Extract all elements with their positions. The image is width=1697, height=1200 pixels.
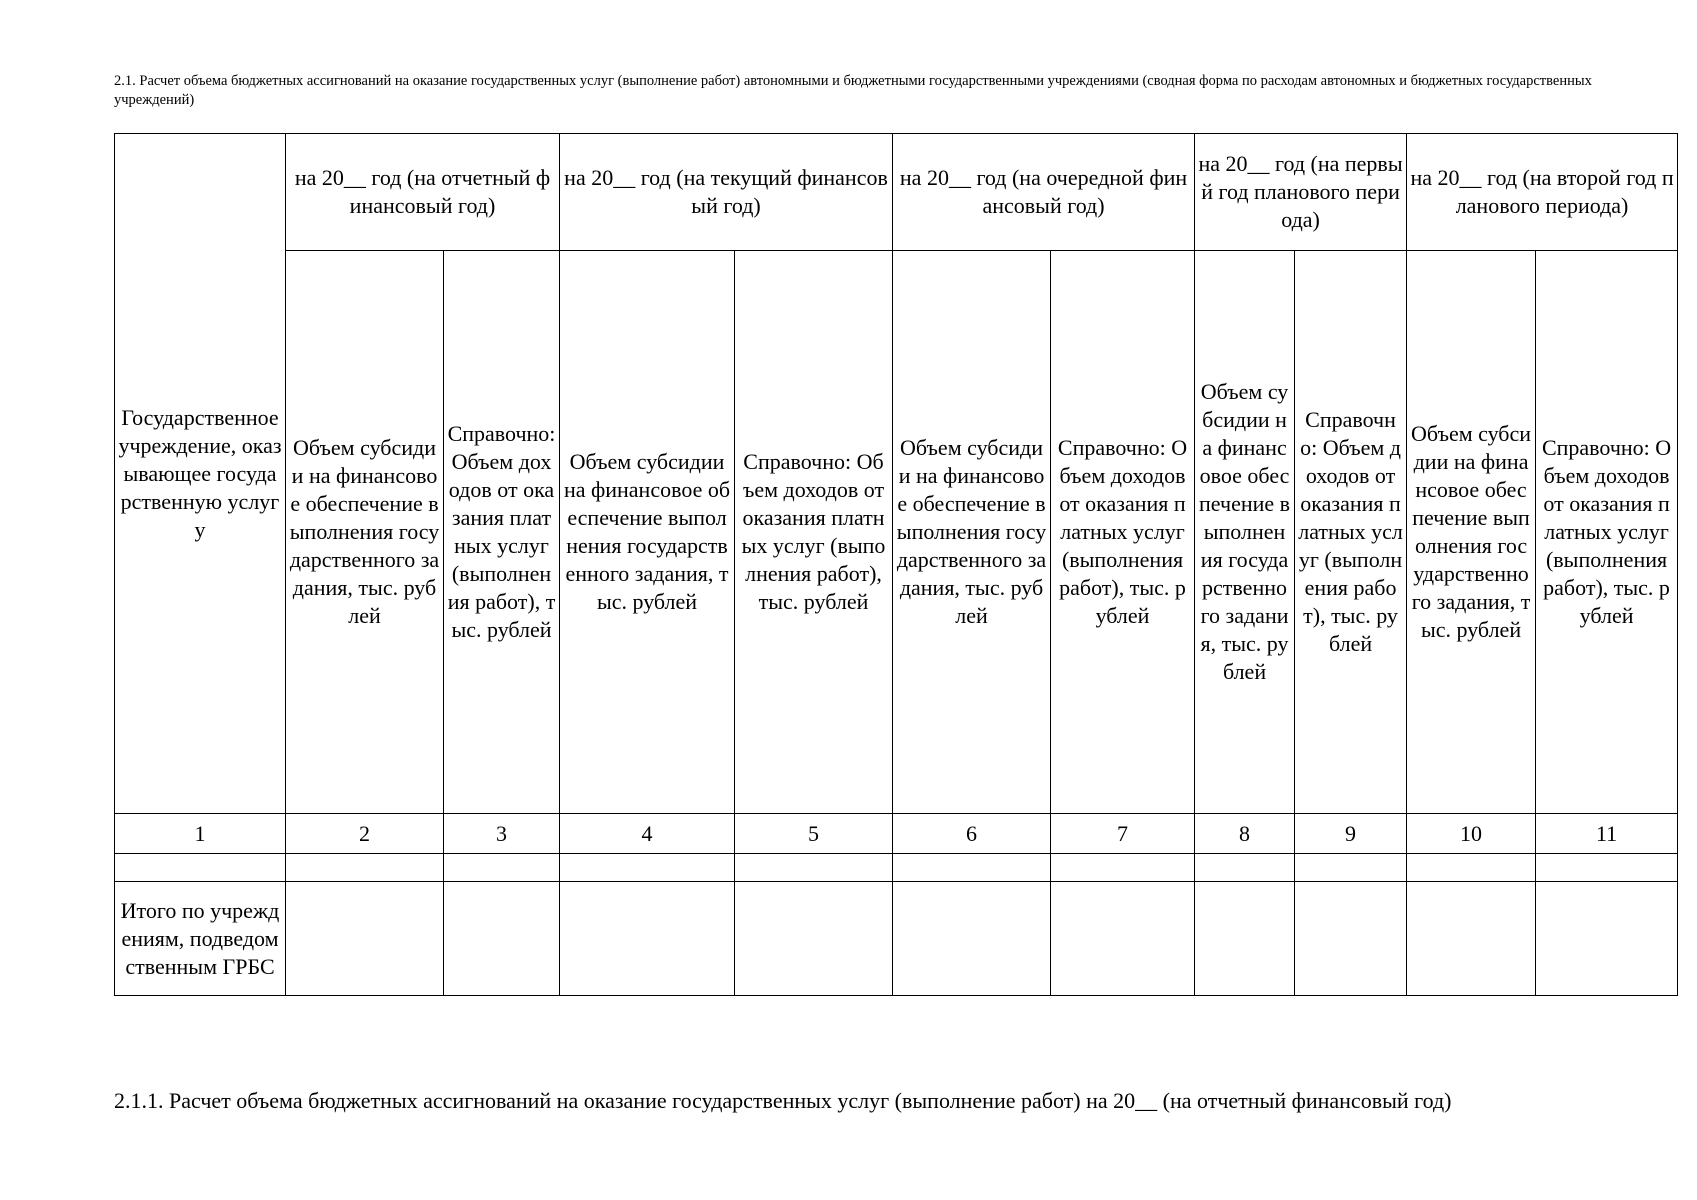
- data-cell: [1407, 854, 1536, 882]
- subsection-heading: 2.1.1. Расчет объема бюджетных ассигнований на оказание государственных услуг (выполнение работ) на 20__ (на отчетный финансовый год): [114, 1088, 1452, 1113]
- subsidy-header: Объем субсидии на финансовое обеспечение выполнения государственного задания, тыс. рублей: [1407, 251, 1536, 814]
- column-number: 6: [893, 814, 1051, 854]
- period-current-header: на 20__ год (на текущий финансовый год): [560, 134, 893, 251]
- column-number: 5: [735, 814, 893, 854]
- data-cell: [1195, 882, 1295, 996]
- period-plan1-header: на 20__ год (на первый год планового периода): [1195, 134, 1407, 251]
- data-cell: [560, 854, 735, 882]
- column-number: 11: [1536, 814, 1678, 854]
- column-number: 2: [286, 814, 444, 854]
- column-number: 9: [1295, 814, 1407, 854]
- subsidy-header: Объем субсидии на финансовое обеспечение выполнения государственного задания, тыс. рублей: [893, 251, 1051, 814]
- data-cell: [735, 882, 893, 996]
- column-number: 7: [1051, 814, 1195, 854]
- column-number: 10: [1407, 814, 1536, 854]
- income-header: Справочно: Объем доходов от оказания платных услуг (выполнения работ), тыс. рублей: [1536, 251, 1678, 814]
- subsidy-header: Объем субсидии на финансовое обеспечение выполнения государственного задания, тыс. рублей: [286, 251, 444, 814]
- period-plan2-header: на 20__ год (на второй год планового периода): [1407, 134, 1678, 251]
- data-cell: [286, 882, 444, 996]
- data-cell: [1295, 854, 1407, 882]
- empty-data-row: [115, 854, 1678, 882]
- data-cell: [286, 854, 444, 882]
- budget-table: [114, 133, 1678, 996]
- total-row: [115, 882, 1678, 996]
- data-cell: [1536, 882, 1678, 996]
- total-label: Итого по учреждениям, подведомственным ГРБС: [115, 882, 286, 996]
- data-cell: [560, 882, 735, 996]
- income-header: Справочно: Объем доходов от оказания платных услуг (выполнения работ), тыс. рублей: [735, 251, 893, 814]
- data-cell: [1295, 882, 1407, 996]
- period-header-row: [115, 134, 1678, 251]
- column-number: 3: [444, 814, 560, 854]
- income-header: Справочно: Объем доходов от оказания платных услуг (выполнения работ), тыс. рублей: [444, 251, 560, 814]
- data-cell: [1051, 854, 1195, 882]
- column-number-row: [115, 814, 1678, 854]
- data-cell: [1051, 882, 1195, 996]
- income-header: Справочно: Объем доходов от оказания платных услуг (выполнения работ), тыс. рублей: [1295, 251, 1407, 814]
- data-cell: [1407, 882, 1536, 996]
- column-number: 1: [115, 814, 286, 854]
- income-header: Справочно: Объем доходов от оказания платных услуг (выполнения работ), тыс. рублей: [1051, 251, 1195, 814]
- column-number: 8: [1195, 814, 1295, 854]
- data-cell: [893, 882, 1051, 996]
- subsidy-header: Объем субсидии на финансовое обеспечение выполнения государственного задания, тыс. рублей: [1195, 251, 1295, 814]
- sub-header-row: [115, 251, 1678, 814]
- section-heading: 2.1. Расчет объема бюджетных ассигнований на оказание государственных услуг (выполнение работ) автономными и бюджетными государственными учреждениями (сводная форма по расходам автономных и бюджетных государственных учреждений): [114, 73, 1592, 108]
- data-cell: [1195, 854, 1295, 882]
- data-cell: [115, 854, 286, 882]
- data-cell: [1536, 854, 1678, 882]
- data-cell: [444, 882, 560, 996]
- data-cell: [444, 854, 560, 882]
- data-cell: [735, 854, 893, 882]
- column-number: 4: [560, 814, 735, 854]
- period-reporting-header: на 20__ год (на отчетный финансовый год): [286, 134, 560, 251]
- subsidy-header: Объем субсидии на финансовое обеспечение выполнения государственного задания, тыс. рублей: [560, 251, 735, 814]
- institution-header: Государственное учреждение, оказывающее государственную услугу: [115, 134, 286, 814]
- data-cell: [893, 854, 1051, 882]
- period-next-header: на 20__ год (на очередной финансовый год): [893, 134, 1195, 251]
